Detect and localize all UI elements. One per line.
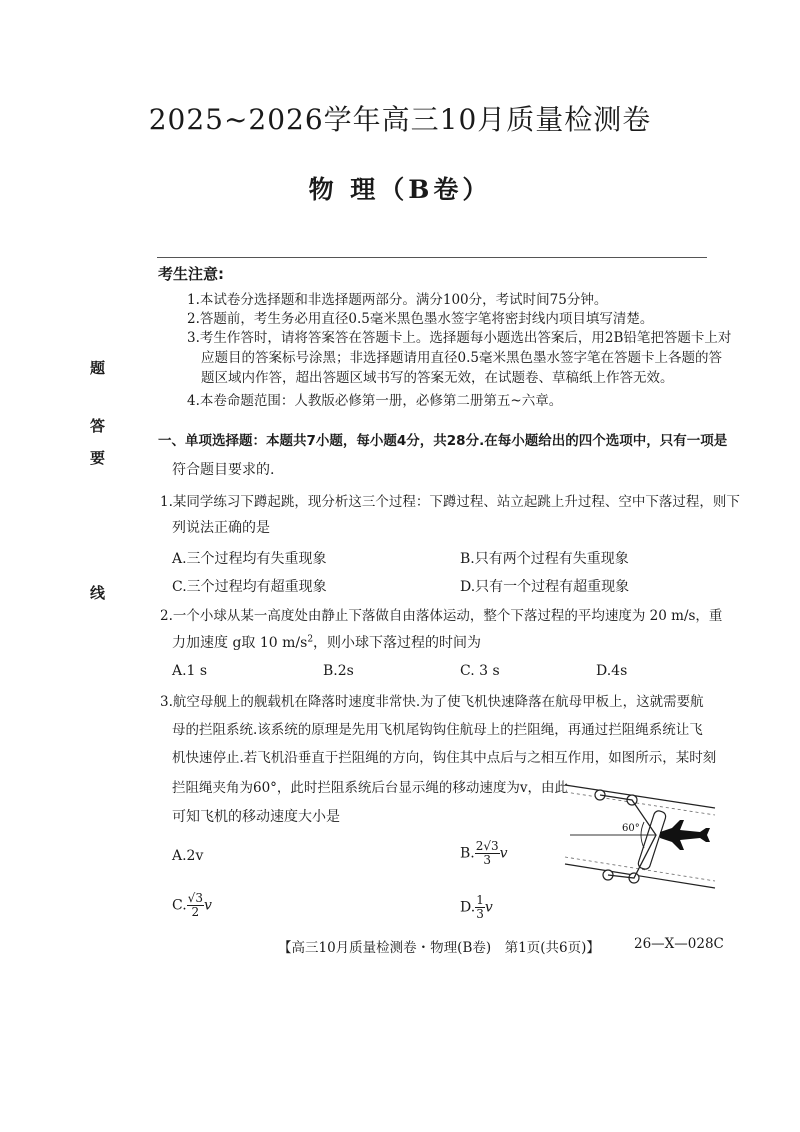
q3-option-d-num: 1	[476, 893, 484, 907]
q1-stem-line2: 列说法正确的是	[172, 520, 270, 536]
q2-stem-line2-sup: 2	[307, 634, 314, 645]
q3-option-d-var: v	[484, 899, 493, 916]
q3-stem-line2: 母的拦阻系统.该系统的原理是先用飞机尾钩钩住航母上的拦阻绳，再通过拦阻绳系统让飞	[172, 722, 703, 738]
q3-option-b-label: B.	[460, 845, 475, 862]
q2-stem-line2-post: ，则小球下落过程的时间为	[313, 635, 482, 651]
margin-label-ti: 题	[90, 359, 106, 377]
section1-heading-cont: 符合题目要求的.	[172, 462, 275, 478]
notice-item-4: 4.本卷命题范围：人教版必修第一册，必修第二册第五~六章。	[187, 393, 563, 409]
q3-option-b-fraction	[475, 840, 500, 867]
notice-item-2: 2.答题前，考生务必用直径0.5毫米黑色墨水签字笔将密封线内项目填写清楚。	[187, 311, 654, 327]
arresting-rope	[600, 795, 656, 878]
q3-option-c	[172, 892, 212, 919]
q3-stem-line4: 拦阻绳夹角为60°，此时拦阻系统后台显示绳的移动速度为v，由此	[172, 780, 569, 796]
q1-option-c: C.三个过程均有超重现象	[172, 579, 327, 595]
q3-option-c-var: v	[203, 897, 212, 914]
q3-option-c-num: √3	[187, 891, 203, 905]
q3-option-d	[460, 894, 493, 921]
q1-stem-line1: 1.某同学练习下蹲起跳，现分析这三个过程：下蹲过程、站立起跳上升过程、空中下落过程，则下	[160, 494, 740, 510]
notice-item-3-cont-1: 应题目的答案标号涂黑；非选择题请用直径0.5毫米黑色墨水签字笔在答题卡上各题的答	[201, 350, 722, 366]
margin-label-da: 答	[90, 417, 106, 435]
q1-option-a: A.三个过程均有失重现象	[172, 551, 327, 567]
q3-option-c-den: 2	[191, 905, 200, 919]
q3-option-b-den: 3	[483, 853, 492, 867]
arresting-gear-figure	[560, 780, 720, 895]
q3-stem-line3: 机快速停止.若飞机沿垂直于拦阻绳的方向，钩住其中点后与之相互作用，如图所示，某时刻	[172, 750, 717, 766]
airplane-icon	[660, 820, 710, 850]
q3-stem-line5: 可知飞机的移动速度大小是	[172, 809, 340, 825]
notice-item-1: 1.本试卷分选择题和非选择题两部分。满分100分，考试时间75分钟。	[187, 292, 608, 308]
q3-option-b-num: 2√3	[475, 839, 499, 853]
q2-stem-line1: 2.一个小球从某一高度处由静止下落做自由落体运动，整个下落过程的平均速度为 20 m/s，重	[160, 608, 723, 624]
deck-line-bottom	[565, 857, 715, 881]
q3-option-b-var: v	[499, 845, 508, 862]
exam-title: 2025~2026学年高三10月质量检测卷	[148, 103, 652, 136]
section1-heading: 一、单项选择题：本题共7小题，每小题4分，共28分.在每小题给出的四个选项中，只有一项是	[158, 433, 728, 449]
q2-option-d: D.4s	[596, 663, 628, 679]
q2-option-b: B.2s	[323, 663, 354, 679]
angle-label: 60°	[622, 823, 640, 834]
margin-label-yao: 要	[90, 449, 106, 467]
q2-stem-line2	[172, 632, 481, 652]
q1-option-b: B.只有两个过程有失重现象	[460, 551, 629, 567]
q2-stem-line2-pre: 力加速度 g取 10 m/s	[172, 635, 308, 651]
q3-option-c-label: C.	[172, 897, 187, 914]
header-divider	[157, 257, 707, 258]
margin-label-xian: 线	[90, 584, 106, 602]
footer-code: 26—X—028C	[634, 936, 724, 952]
q2-option-c: C. 3 s	[460, 663, 500, 679]
q3-option-d-den: 3	[476, 907, 484, 921]
q3-option-a: A.2v	[172, 848, 204, 864]
exam-subject: 物 理（B卷）	[308, 175, 492, 204]
q3-option-c-fraction	[187, 892, 204, 919]
q3-option-d-label: D.	[460, 899, 476, 916]
q3-stem-line1: 3.航空母舰上的舰载机在降落时速度非常快.为了使飞机快速降落在航母甲板上，这就需要航	[160, 694, 704, 710]
q3-option-d-fraction	[475, 894, 485, 921]
q2-option-a: A.1 s	[172, 663, 208, 679]
q3-option-b	[460, 840, 508, 867]
footer-page-info: 【高三10月质量检测卷・物理(B卷) 第1页(共6页)】	[278, 940, 600, 956]
notice-item-3: 3.考生作答时，请将答案答在答题卡上。选择题每小题选出答案后，用2B铅笔把答题卡上对	[187, 330, 732, 346]
notice-item-3-cont-2: 题区域内作答，超出答题区域书写的答案无效，在试题卷、草稿纸上作答无效。	[201, 370, 674, 386]
q1-option-d: D.只有一个过程有超重现象	[460, 579, 630, 595]
notice-heading: 考生注意:	[158, 265, 224, 283]
deck-edge-top	[565, 785, 715, 808]
